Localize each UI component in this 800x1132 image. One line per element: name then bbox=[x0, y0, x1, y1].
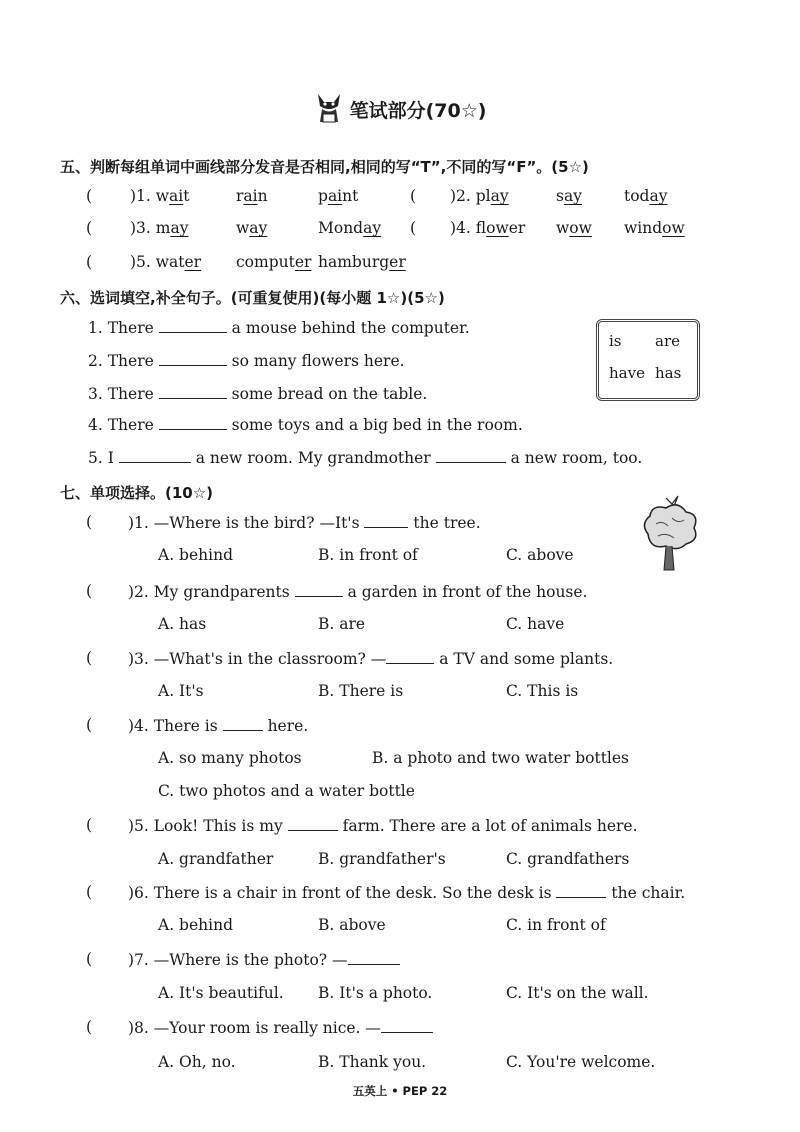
blank-input[interactable] bbox=[119, 448, 191, 463]
blank-input[interactable] bbox=[159, 384, 227, 399]
option-c[interactable]: C. above bbox=[506, 546, 574, 564]
question: )4. There is here. bbox=[128, 717, 309, 735]
s5-word: say bbox=[556, 187, 582, 205]
question: )3. —What's in the classroom? — a TV and some plants. bbox=[128, 650, 614, 668]
s5-word: paint bbox=[318, 187, 359, 205]
blank-input[interactable] bbox=[223, 716, 263, 731]
option-a[interactable]: A. It's bbox=[158, 682, 204, 700]
s5-word: )3. may bbox=[130, 219, 189, 237]
page-footer: 五英上 • PEP 22 bbox=[352, 1084, 448, 1098]
option-b[interactable]: B. a photo and two water bottles bbox=[372, 749, 630, 767]
blank-input[interactable] bbox=[436, 448, 506, 463]
option-a[interactable]: A. has bbox=[158, 615, 207, 633]
s5-word: )1. wait bbox=[130, 187, 190, 205]
answer-paren[interactable]: ( bbox=[86, 219, 93, 237]
option-b[interactable]: B. It's a photo. bbox=[318, 984, 433, 1002]
blank-input[interactable] bbox=[288, 816, 338, 831]
blank-input[interactable] bbox=[556, 883, 606, 898]
s5-heading: 五、判断每组单词中画线部分发音是否相同,相同的写“T”,不同的写“F”。(5☆) bbox=[60, 158, 589, 176]
tree-with-bird-icon bbox=[638, 494, 702, 578]
option-a[interactable]: A. so many photos bbox=[158, 749, 302, 767]
answer-paren[interactable]: ( bbox=[86, 1018, 93, 1036]
question: )8. —Your room is really nice. — bbox=[128, 1018, 433, 1037]
s5-word: rain bbox=[236, 187, 268, 205]
answer-paren[interactable]: ( bbox=[86, 253, 93, 271]
section-title bbox=[0, 92, 800, 131]
s5-word: )2. play bbox=[450, 187, 509, 205]
fill-sentence: 1. There a mouse behind the computer. bbox=[88, 319, 470, 337]
blank-input[interactable] bbox=[348, 950, 400, 965]
option-c[interactable]: C. have bbox=[506, 615, 565, 633]
title-text: 笔试部分(70☆) bbox=[349, 100, 487, 122]
option-a[interactable]: A. Oh, no. bbox=[158, 1053, 236, 1071]
word-bank-item: are bbox=[655, 332, 680, 350]
word-bank-item: is bbox=[609, 332, 622, 350]
blank-input[interactable] bbox=[159, 351, 227, 366]
option-c[interactable]: C. It's on the wall. bbox=[506, 984, 649, 1002]
answer-paren[interactable]: ( bbox=[86, 187, 93, 205]
s5-word: )5. water bbox=[130, 253, 202, 271]
answer-paren[interactable]: ( bbox=[86, 950, 93, 968]
question: )5. Look! This is my farm. There are a lot of animals here. bbox=[128, 817, 638, 835]
answer-paren[interactable]: ( bbox=[86, 513, 93, 531]
blank-input[interactable] bbox=[364, 513, 408, 528]
s5-word: )4. flower bbox=[450, 219, 526, 237]
s6-heading: 六、选词填空,补全句子。(可重复使用)(每小题 1☆)(5☆) bbox=[60, 289, 445, 307]
s5-word: hamburger bbox=[318, 253, 406, 271]
answer-paren[interactable]: ( bbox=[86, 816, 93, 834]
option-b[interactable]: B. There is bbox=[318, 682, 404, 700]
fill-sentence: 3. There some bread on the table. bbox=[88, 385, 428, 403]
option-a[interactable]: A. behind bbox=[158, 916, 233, 934]
s5-word: wow bbox=[556, 219, 592, 237]
blank-input[interactable] bbox=[159, 415, 227, 430]
word-bank-box bbox=[596, 319, 700, 401]
s5-word: window bbox=[624, 219, 685, 237]
option-b[interactable]: B. are bbox=[318, 615, 366, 633]
option-a[interactable]: A. behind bbox=[158, 546, 233, 564]
option-c[interactable]: C. This is bbox=[506, 682, 579, 700]
option-c[interactable]: C. grandfathers bbox=[506, 850, 630, 868]
s7-heading: 七、单项选择。(10☆) bbox=[60, 484, 214, 502]
option-b[interactable]: B. in front of bbox=[318, 546, 418, 564]
answer-paren[interactable]: ( bbox=[86, 582, 93, 600]
word-bank-item: has bbox=[655, 364, 682, 382]
option-b[interactable]: B. above bbox=[318, 916, 386, 934]
option-b[interactable]: B. Thank you. bbox=[318, 1053, 427, 1071]
option-c[interactable]: C. in front of bbox=[506, 916, 606, 934]
answer-paren[interactable]: ( bbox=[410, 219, 417, 237]
fill-sentence: 5. I a new room. My grandmother a new room, too. bbox=[88, 449, 643, 467]
s5-word: computer bbox=[236, 253, 312, 271]
answer-paren[interactable]: ( bbox=[86, 649, 93, 667]
question: )1. —Where is the bird? —It's the tree. bbox=[128, 514, 481, 532]
blank-input[interactable] bbox=[381, 1018, 433, 1033]
option-a[interactable]: A. It's beautiful. bbox=[158, 984, 284, 1002]
answer-paren[interactable]: ( bbox=[86, 716, 93, 734]
question: )2. My grandparents a garden in front of the house. bbox=[128, 583, 588, 601]
option-c[interactable]: C. You're welcome. bbox=[506, 1053, 656, 1071]
option-b[interactable]: B. grandfather's bbox=[318, 850, 446, 868]
answer-paren[interactable]: ( bbox=[86, 883, 93, 901]
answer-paren[interactable]: ( bbox=[410, 187, 417, 205]
blank-input[interactable] bbox=[386, 649, 434, 664]
s5-word: today bbox=[624, 187, 668, 205]
s5-word: way bbox=[236, 219, 268, 237]
fill-sentence: 4. There some toys and a big bed in the room. bbox=[88, 416, 523, 434]
word-bank-item: have bbox=[609, 364, 645, 382]
option-c[interactable]: C. two photos and a water bottle bbox=[158, 782, 415, 800]
fox-mascot-icon bbox=[314, 92, 344, 131]
blank-input[interactable] bbox=[295, 582, 343, 597]
question: )6. There is a chair in front of the desk. So the desk is the chair. bbox=[128, 884, 686, 902]
question: )7. —Where is the photo? — bbox=[128, 950, 400, 969]
blank-input[interactable] bbox=[159, 318, 227, 333]
fill-sentence: 2. There so many flowers here. bbox=[88, 352, 405, 370]
option-a[interactable]: A. grandfather bbox=[158, 850, 274, 868]
s5-word: Monday bbox=[318, 219, 382, 237]
